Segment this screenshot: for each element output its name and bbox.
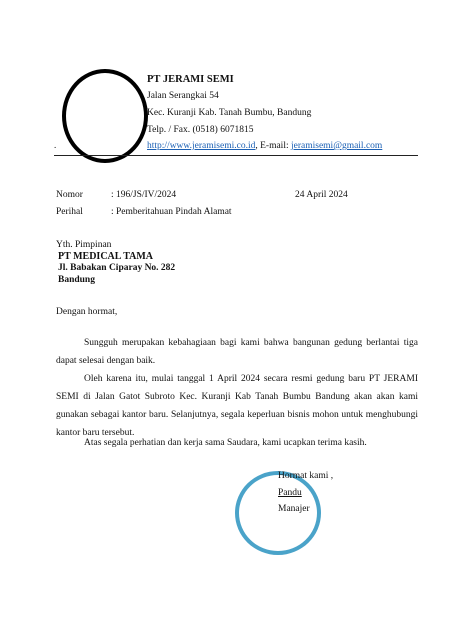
company-phone: Telp. / Fax. (0518) 6071815 [147,125,254,135]
signature-title: Manajer [278,504,310,514]
recipient-name: PT MEDICAL TAMA [58,251,154,262]
recipient-salutation: Yth. Pimpinan [56,240,112,250]
nomor-label: Nomor [56,190,83,200]
company-district: Kec. Kuranji Kab. Tanah Bumbu, Bandung [147,108,312,118]
nomor-value: : 196/JS/IV/2024 [111,190,177,200]
logo-circle [62,69,148,163]
letterhead-divider [54,155,418,156]
paragraph-3: Atas segala perhatian dan kerja sama Saudara, kami ucapkan terima kasih. [84,438,367,448]
company-contact-line [147,141,382,151]
recipient-street: Jl. Babakan Ciparay No. 282 [58,263,176,273]
email-link[interactable]: jeramisemi@gmail.com [290,141,383,151]
signature-closing: Hormat kami , [278,471,334,481]
paragraph-1: Sungguh merupakan kebahagiaan bagi kami bahwa bangunan gedung berlantai tiga dapat selesai dengan baik. [56,338,418,366]
perihal-label: Perihal [56,207,83,217]
recipient-city: Bandung [58,275,95,285]
email-label: , E-mail: [255,141,291,151]
signature-name: Pandu [278,488,302,498]
paragraph-2: Oleh karena itu, mulai tanggal 1 April 2024 secara resmi gedung baru PT JERAMI SEMI di Jalan Gatot Subroto Kec. Kuranji Kab Tanah Bumbu Bandung akan akan kami gunakan sebagai kantor baru. Selanjutnya, segala keperluan bisnis mohon untuk menghubungi kantor baru tersebut. [56,374,418,438]
perihal-value: : Pemberitahuan Pindah Alamat [111,207,232,217]
company-name: PT JERAMI SEMI [147,74,234,85]
letter-date: 24 April 2024 [295,190,348,200]
greeting: Dengan hormat, [56,307,118,317]
company-address: Jalan Serangkai 54 [147,91,219,101]
website-link[interactable]: http://www.jeramisemi.co.id [147,141,256,151]
bullet-dot: . [54,140,57,150]
